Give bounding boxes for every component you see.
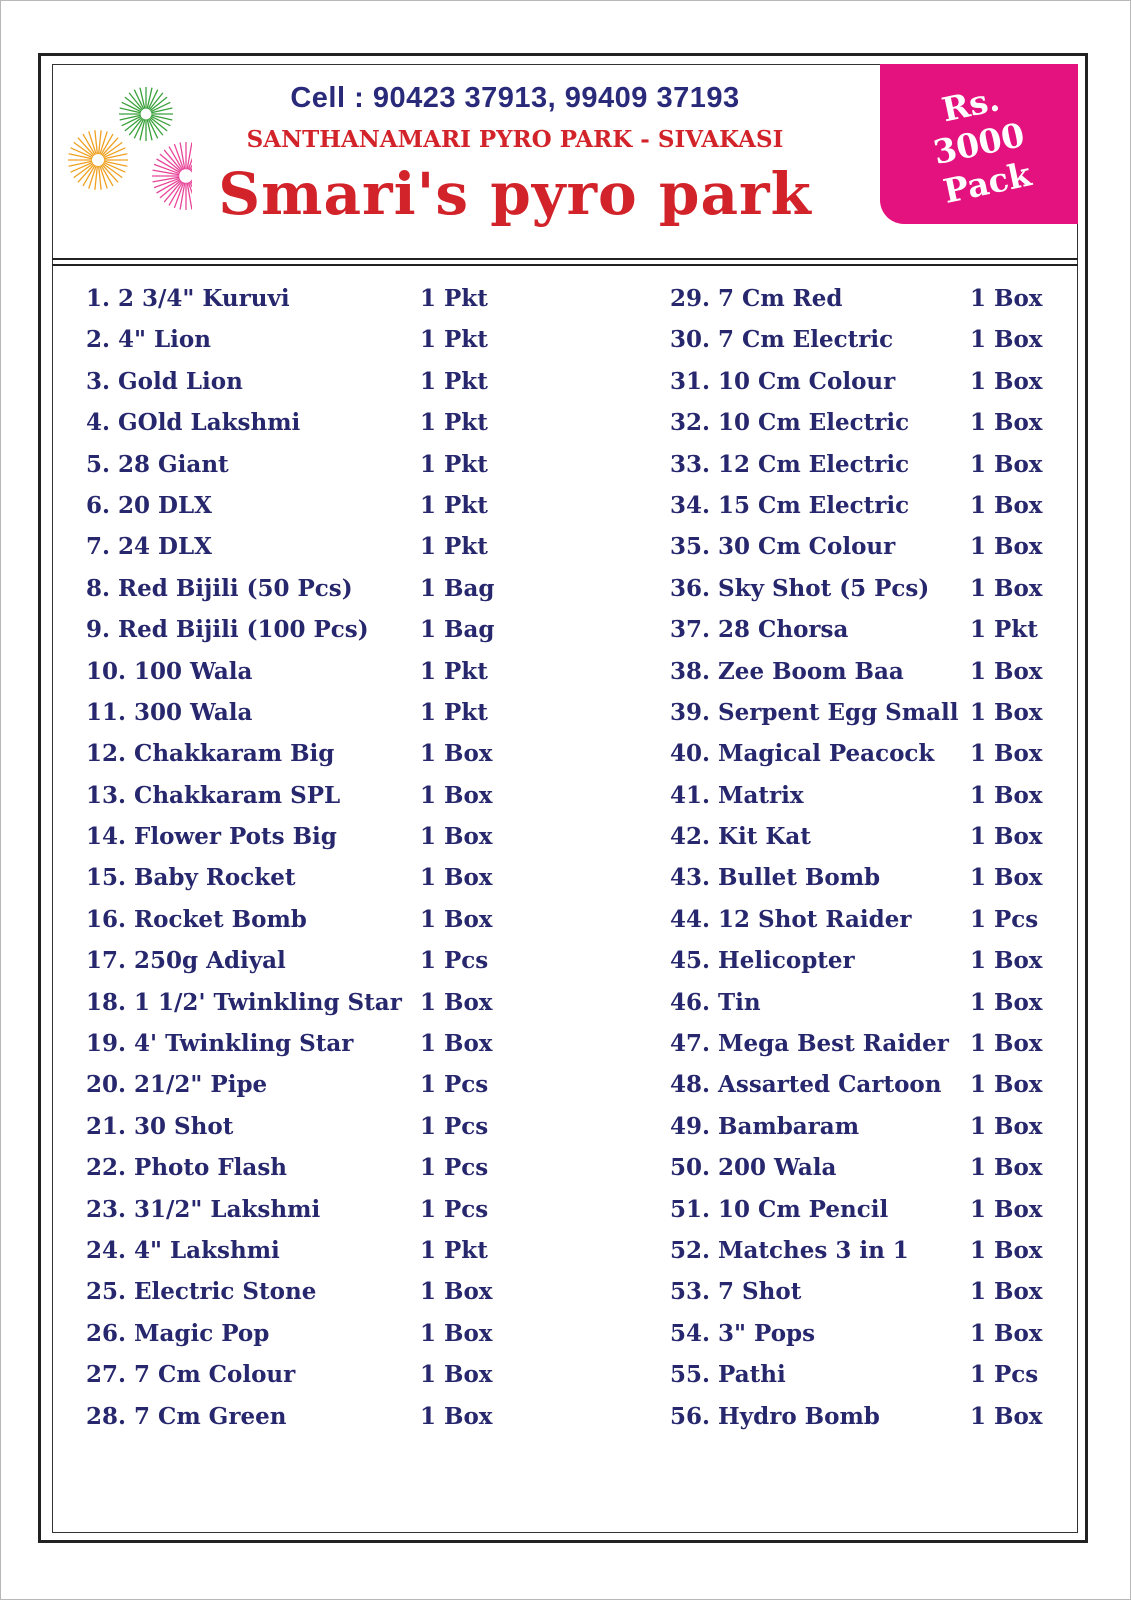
list-item bbox=[86, 1277, 506, 1318]
item-name: 21. 30 Shot bbox=[86, 1112, 234, 1140]
items-list-left bbox=[86, 284, 506, 1443]
item-name: 35. 30 Cm Colour bbox=[670, 533, 896, 561]
item-quantity: 1 Box bbox=[970, 450, 1043, 478]
item-name: 56. Hydro Bomb bbox=[670, 1402, 880, 1430]
list-item bbox=[86, 905, 506, 946]
item-quantity: 1 Box bbox=[420, 1361, 493, 1389]
list-item bbox=[86, 946, 506, 987]
item-quantity: 1 Pkt bbox=[970, 616, 1038, 644]
price-badge-text bbox=[866, 45, 1093, 243]
item-name: 45. Helicopter bbox=[670, 947, 855, 975]
item-name: 4. GOld Lakshmi bbox=[86, 409, 301, 437]
item-name: 6. 20 DLX bbox=[86, 491, 212, 519]
list-item bbox=[670, 615, 1052, 656]
price-badge-amount: 3000 bbox=[929, 114, 1028, 173]
item-quantity: 1 Box bbox=[970, 823, 1043, 851]
item-quantity: 1 Box bbox=[970, 491, 1043, 519]
list-item bbox=[670, 1070, 1052, 1111]
item-quantity: 1 Pkt bbox=[420, 1236, 488, 1264]
list-item bbox=[670, 657, 1052, 698]
item-name: 55. Pathi bbox=[670, 1361, 786, 1389]
list-item bbox=[670, 284, 1052, 325]
item-quantity: 1 Box bbox=[970, 740, 1043, 768]
list-item bbox=[670, 698, 1052, 739]
list-item bbox=[670, 1153, 1052, 1194]
item-quantity: 1 Box bbox=[970, 285, 1043, 312]
item-quantity: 1 Pcs bbox=[420, 1154, 489, 1182]
item-name: 40. Magical Peacock bbox=[670, 740, 935, 768]
list-item bbox=[670, 532, 1052, 573]
item-quantity: 1 Box bbox=[970, 367, 1043, 395]
item-quantity: 1 Box bbox=[970, 1030, 1043, 1058]
price-badge bbox=[880, 64, 1078, 224]
item-quantity: 1 Pkt bbox=[420, 657, 488, 685]
item-name: 24. 4" Lakshmi bbox=[86, 1236, 280, 1264]
price-badge-line: Rs. bbox=[938, 79, 1003, 130]
list-item bbox=[670, 946, 1052, 987]
item-name: 20. 21/2" Pipe bbox=[86, 1071, 268, 1099]
item-quantity: 1 Box bbox=[970, 657, 1043, 685]
item-quantity: 1 Bag bbox=[420, 616, 495, 644]
list-item bbox=[86, 1319, 506, 1360]
list-item bbox=[670, 739, 1052, 780]
list-item bbox=[670, 1277, 1052, 1318]
item-name: 10. 100 Wala bbox=[86, 657, 253, 685]
list-item bbox=[86, 491, 506, 532]
item-name: 26. Magic Pop bbox=[86, 1319, 270, 1347]
item-quantity: 1 Pcs bbox=[970, 1361, 1039, 1389]
item-quantity: 1 Box bbox=[420, 1319, 493, 1347]
item-name: 43. Bullet Bomb bbox=[670, 864, 881, 892]
item-quantity: 1 Pcs bbox=[420, 1112, 489, 1140]
item-name: 12. Chakkaram Big bbox=[86, 740, 335, 768]
item-quantity: 1 Box bbox=[970, 864, 1043, 892]
item-quantity: 1 Pcs bbox=[970, 905, 1039, 933]
item-quantity: 1 Pkt bbox=[420, 409, 488, 437]
list-item bbox=[670, 367, 1052, 408]
list-item bbox=[670, 574, 1052, 615]
item-quantity: 1 Box bbox=[970, 1319, 1043, 1347]
list-item bbox=[86, 325, 506, 366]
item-name: 2. 4" Lion bbox=[86, 326, 211, 354]
list-item bbox=[670, 1402, 1052, 1443]
list-item bbox=[670, 905, 1052, 946]
item-quantity: 1 Box bbox=[970, 533, 1043, 561]
item-quantity: 1 Box bbox=[970, 988, 1043, 1016]
item-name: 47. Mega Best Raider bbox=[670, 1030, 949, 1058]
list-item bbox=[86, 1195, 506, 1236]
item-name: 32. 10 Cm Electric bbox=[670, 409, 910, 437]
item-quantity: 1 Box bbox=[970, 698, 1043, 726]
item-quantity: 1 Box bbox=[970, 1071, 1043, 1099]
item-name: 11. 300 Wala bbox=[86, 698, 253, 726]
item-name: 7. 24 DLX bbox=[86, 533, 212, 561]
item-name: 46. Tin bbox=[670, 988, 761, 1016]
company-name: SANTHANAMARI PYRO PARK - SIVAKASI bbox=[246, 126, 784, 153]
item-quantity: 1 Box bbox=[970, 781, 1043, 809]
list-item bbox=[86, 698, 506, 739]
item-name: 41. Matrix bbox=[670, 781, 804, 809]
firework-orange-icon bbox=[68, 130, 128, 190]
item-quantity: 1 Box bbox=[970, 1278, 1043, 1306]
item-name: 33. 12 Cm Electric bbox=[670, 450, 910, 478]
list-item bbox=[670, 408, 1052, 449]
item-quantity: 1 Pkt bbox=[420, 698, 488, 726]
brand-title: Smari's pyro park bbox=[218, 160, 812, 228]
item-quantity: 1 Box bbox=[420, 1030, 493, 1058]
item-quantity: 1 Pcs bbox=[420, 1195, 489, 1223]
item-name: 8. Red Bijili (50 Pcs) bbox=[86, 574, 353, 602]
list-item bbox=[670, 450, 1052, 491]
item-name: 25. Electric Stone bbox=[86, 1278, 317, 1306]
item-name: 16. Rocket Bomb bbox=[86, 905, 307, 933]
list-item bbox=[86, 284, 506, 325]
price-badge-line: Pack bbox=[939, 154, 1035, 211]
item-name: 13. Chakkaram SPL bbox=[86, 781, 341, 809]
item-name: 42. Kit Kat bbox=[670, 823, 811, 851]
list-item bbox=[86, 1360, 506, 1401]
item-quantity: 1 Box bbox=[970, 1112, 1043, 1140]
list-item bbox=[670, 325, 1052, 366]
item-quantity: 1 Box bbox=[970, 1402, 1043, 1430]
item-quantity: 1 Pkt bbox=[420, 533, 488, 561]
item-name: 29. 7 Cm Red bbox=[670, 285, 843, 312]
list-item bbox=[86, 822, 506, 863]
item-quantity: 1 Pkt bbox=[420, 367, 488, 395]
list-item bbox=[86, 988, 506, 1029]
list-item bbox=[86, 657, 506, 698]
cell-numbers: Cell : 90423 37913, 99409 37193 bbox=[290, 82, 740, 114]
item-quantity: 1 Box bbox=[970, 409, 1043, 437]
list-item bbox=[86, 1153, 506, 1194]
item-name: 1. 2 3/4" Kuruvi bbox=[86, 285, 290, 312]
item-name: 31. 10 Cm Colour bbox=[670, 367, 896, 395]
list-item bbox=[86, 408, 506, 449]
item-quantity: 1 Box bbox=[970, 326, 1043, 354]
item-quantity: 1 Box bbox=[420, 740, 493, 768]
item-quantity: 1 Pkt bbox=[420, 491, 488, 519]
header-divider bbox=[52, 258, 1078, 260]
item-name: 5. 28 Giant bbox=[86, 450, 229, 478]
item-quantity: 1 Box bbox=[420, 1278, 493, 1306]
item-name: 22. Photo Flash bbox=[86, 1154, 287, 1182]
item-quantity: 1 Pcs bbox=[420, 947, 489, 975]
item-name: 18. 1 1/2' Twinkling Star bbox=[86, 988, 402, 1016]
item-quantity: 1 Box bbox=[970, 574, 1043, 602]
list-item bbox=[670, 822, 1052, 863]
item-name: 53. 7 Shot bbox=[670, 1278, 802, 1306]
list-item bbox=[86, 739, 506, 780]
item-quantity: 1 Box bbox=[970, 947, 1043, 975]
list-item bbox=[670, 863, 1052, 904]
item-name: 9. Red Bijili (100 Pcs) bbox=[86, 616, 369, 644]
list-item bbox=[86, 532, 506, 573]
items-list-right bbox=[670, 284, 1052, 1443]
list-item bbox=[670, 1360, 1052, 1401]
item-name: 49. Bambaram bbox=[670, 1112, 860, 1140]
item-name: 48. Assarted Cartoon bbox=[670, 1071, 942, 1099]
list-item bbox=[670, 1319, 1052, 1360]
item-quantity: 1 Box bbox=[420, 781, 493, 809]
item-name: 38. Zee Boom Baa bbox=[670, 657, 904, 685]
item-name: 14. Flower Pots Big bbox=[86, 823, 337, 851]
list-item bbox=[86, 1029, 506, 1070]
list-item bbox=[86, 615, 506, 656]
list-item bbox=[670, 491, 1052, 532]
item-name: 27. 7 Cm Colour bbox=[86, 1361, 296, 1389]
item-quantity: 1 Bag bbox=[420, 574, 495, 602]
item-quantity: 1 Box bbox=[420, 1402, 493, 1430]
item-quantity: 1 Box bbox=[970, 1236, 1043, 1264]
list-item bbox=[670, 988, 1052, 1029]
item-quantity: 1 Box bbox=[420, 864, 493, 892]
list-item bbox=[670, 781, 1052, 822]
item-quantity: 1 Pkt bbox=[420, 285, 488, 312]
list-item bbox=[86, 1402, 506, 1443]
header-divider bbox=[52, 264, 1078, 266]
item-name: 54. 3" Pops bbox=[670, 1319, 816, 1347]
item-name: 19. 4' Twinkling Star bbox=[86, 1030, 354, 1058]
item-name: 37. 28 Chorsa bbox=[670, 616, 849, 644]
item-quantity: 1 Box bbox=[420, 988, 493, 1016]
list-item bbox=[86, 450, 506, 491]
item-name: 44. 12 Shot Raider bbox=[670, 905, 912, 933]
list-item bbox=[86, 781, 506, 822]
item-name: 39. Serpent Egg Small bbox=[670, 698, 959, 726]
firework-green-icon bbox=[119, 87, 173, 141]
item-quantity: 1 Pkt bbox=[420, 450, 488, 478]
item-name: 36. Sky Shot (5 Pcs) bbox=[670, 574, 930, 602]
item-quantity: 1 Pcs bbox=[420, 1071, 489, 1099]
list-item bbox=[670, 1195, 1052, 1236]
item-quantity: 1 Box bbox=[420, 823, 493, 851]
list-item bbox=[670, 1029, 1052, 1070]
list-item bbox=[86, 574, 506, 615]
item-name: 51. 10 Cm Pencil bbox=[670, 1195, 889, 1223]
item-name: 3. Gold Lion bbox=[86, 367, 243, 395]
list-item bbox=[86, 1070, 506, 1111]
list-item bbox=[86, 1112, 506, 1153]
list-item bbox=[86, 1236, 506, 1277]
item-quantity: 1 Pkt bbox=[420, 326, 488, 354]
item-name: 15. Baby Rocket bbox=[86, 864, 296, 892]
item-name: 34. 15 Cm Electric bbox=[670, 491, 910, 519]
item-quantity: 1 Box bbox=[420, 905, 493, 933]
item-name: 23. 31/2" Lakshmi bbox=[86, 1195, 321, 1223]
list-item bbox=[670, 1112, 1052, 1153]
item-name: 28. 7 Cm Green bbox=[86, 1402, 287, 1430]
item-name: 52. Matches 3 in 1 bbox=[670, 1236, 909, 1264]
list-item bbox=[86, 367, 506, 408]
list-item bbox=[670, 1236, 1052, 1277]
list-item bbox=[86, 863, 506, 904]
item-quantity: 1 Box bbox=[970, 1195, 1043, 1223]
item-quantity: 1 Box bbox=[970, 1154, 1043, 1182]
item-name: 50. 200 Wala bbox=[670, 1154, 837, 1182]
item-name: 17. 250g Adiyal bbox=[86, 947, 286, 975]
item-name: 30. 7 Cm Electric bbox=[670, 326, 894, 354]
